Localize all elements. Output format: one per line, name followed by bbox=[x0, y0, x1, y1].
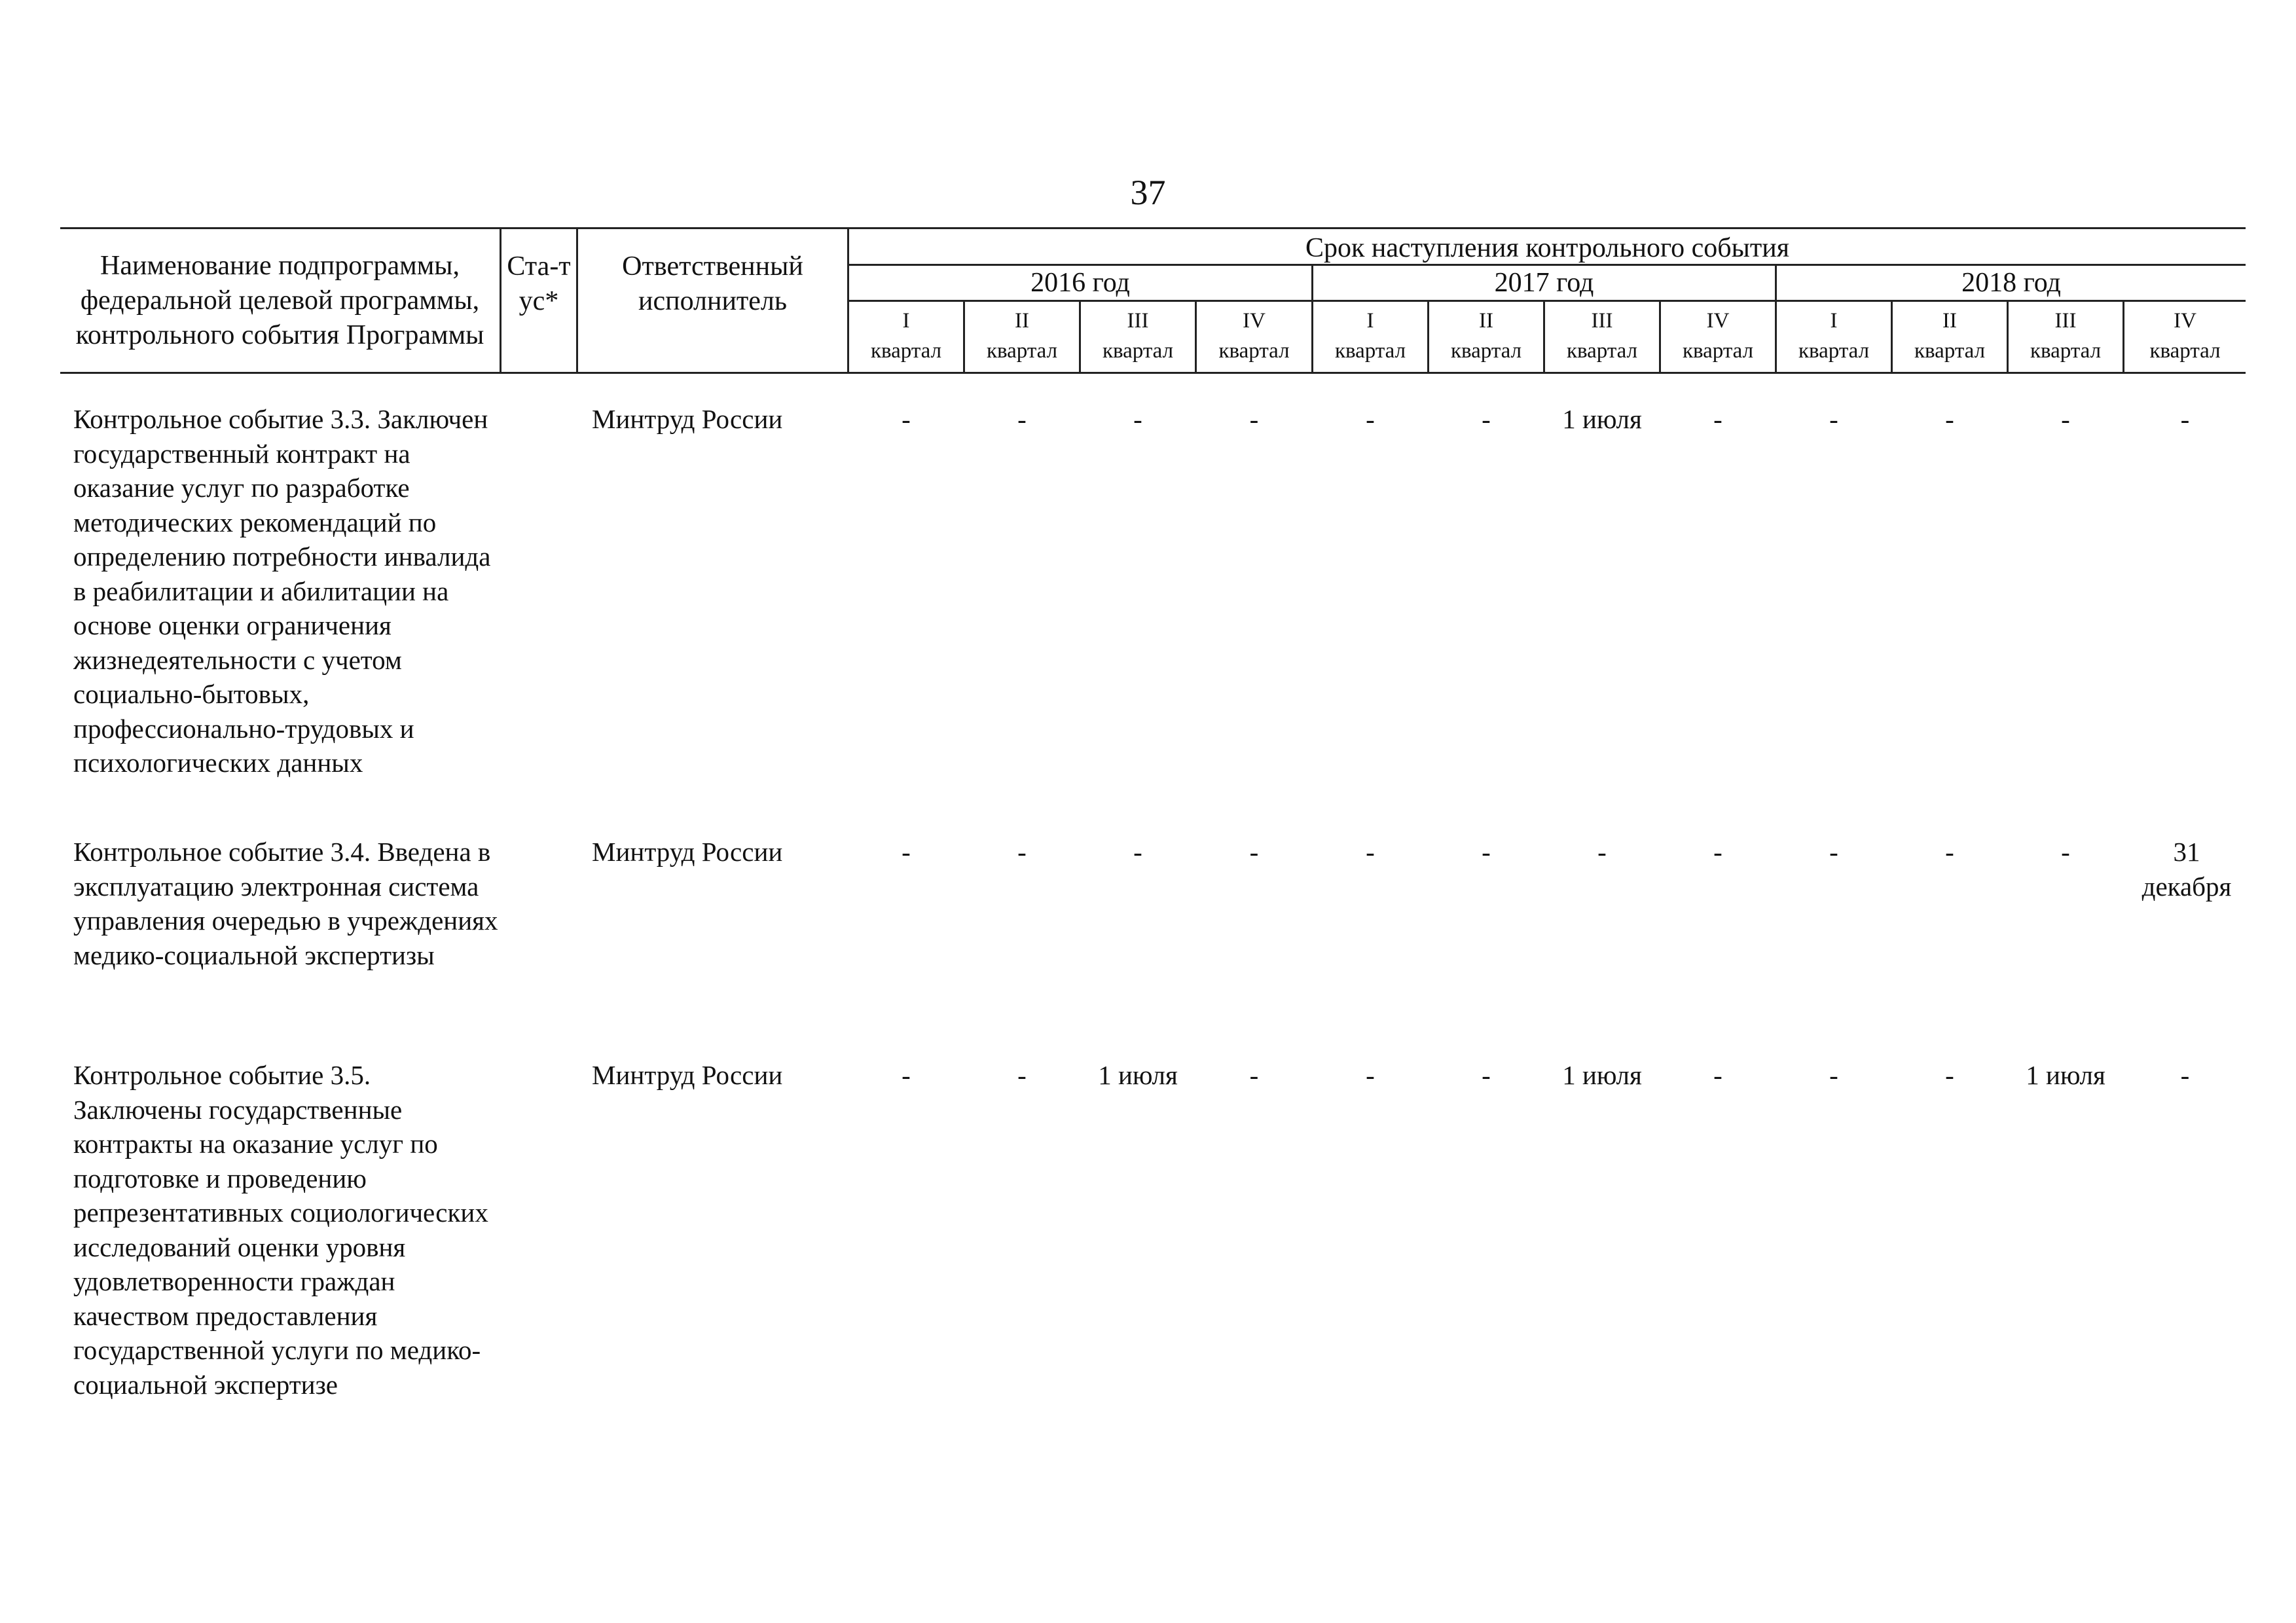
quarter-value: - bbox=[1017, 404, 1027, 434]
header-status-column: Ста-тус* bbox=[507, 251, 571, 316]
header-year-2017: 2017 год bbox=[1494, 268, 1594, 298]
quarter-value: - bbox=[1017, 1060, 1027, 1090]
quarter-numeral: II bbox=[1479, 309, 1493, 333]
quarter-value: - bbox=[902, 837, 911, 867]
quarter-numeral: I bbox=[1830, 309, 1838, 333]
quarter-label: квартал bbox=[870, 339, 942, 363]
quarter-numeral: III bbox=[1591, 309, 1613, 333]
quarter-value: - bbox=[1249, 1060, 1259, 1090]
quarter-value: - bbox=[1133, 404, 1142, 434]
quarter-value: - bbox=[1366, 404, 1375, 434]
quarter-numeral: I bbox=[902, 309, 910, 333]
quarter-numeral: IV bbox=[2174, 309, 2196, 333]
quarter-value: - bbox=[1945, 1060, 1954, 1090]
quarter-numeral: IV bbox=[1243, 309, 1266, 333]
quarter-value: - bbox=[1017, 837, 1027, 867]
event-executor: Минтруд России bbox=[592, 404, 783, 434]
quarter-value: - bbox=[1713, 837, 1722, 867]
quarter-numeral: III bbox=[1127, 309, 1149, 333]
quarter-value: - bbox=[902, 1060, 911, 1090]
quarter-label: квартал bbox=[1798, 339, 1870, 363]
quarter-value: 1 июля bbox=[1562, 1060, 1642, 1090]
quarter-value: - bbox=[1597, 837, 1607, 867]
event-executor: Минтруд России bbox=[592, 1060, 783, 1090]
header-deadline-title: Срок наступления контрольного события bbox=[1305, 233, 1790, 263]
quarter-value: - bbox=[2180, 1060, 2190, 1090]
quarter-value: - bbox=[902, 404, 911, 434]
quarter-value: - bbox=[1366, 837, 1375, 867]
quarter-numeral: III bbox=[2054, 309, 2077, 333]
quarter-numeral: I bbox=[1366, 309, 1374, 333]
quarter-value: - bbox=[1713, 404, 1722, 434]
quarter-value: 31 декабря bbox=[2141, 837, 2232, 902]
quarter-label: квартал bbox=[986, 339, 1058, 363]
quarter-value: - bbox=[1482, 837, 1491, 867]
quarter-label: квартал bbox=[2149, 339, 2221, 363]
quarter-label: квартал bbox=[1334, 339, 1406, 363]
header-year-2016: 2016 год bbox=[1030, 268, 1130, 298]
quarter-numeral: II bbox=[1015, 309, 1029, 333]
quarter-value: 1 июля bbox=[1562, 404, 1642, 434]
header-year-2018: 2018 год bbox=[1961, 268, 2061, 298]
event-executor: Минтруд России bbox=[592, 837, 783, 867]
header-name-column: Наименование подпрограммы, федеральной целевой программы, контрольного события Программы bbox=[75, 250, 484, 350]
header-executor-column: Ответственный исполнитель bbox=[622, 251, 803, 316]
quarter-label: квартал bbox=[1102, 339, 1174, 363]
quarter-label: квартал bbox=[1450, 339, 1522, 363]
quarter-value: - bbox=[1829, 404, 1838, 434]
header-divider bbox=[847, 300, 2246, 302]
quarter-value: - bbox=[1482, 404, 1491, 434]
quarter-value: - bbox=[2180, 404, 2190, 434]
quarter-value: 1 июля bbox=[2026, 1060, 2105, 1090]
page-number: 37 bbox=[1130, 173, 1166, 212]
quarter-label: квартал bbox=[1914, 339, 1986, 363]
quarter-value: 1 июля bbox=[1098, 1060, 1178, 1090]
table-header bbox=[60, 227, 2246, 374]
quarter-value: - bbox=[1366, 1060, 1375, 1090]
quarter-value: - bbox=[1249, 837, 1259, 867]
event-name: Контрольное событие 3.3. Заключен государственный контракт на оказание услуг по разработке методических рекомендаций по определению потребности инвалида в реабилитации и абилитации на основе оценки ограничения жизнедеятельности с учетом социально-бытовых, профессионально-трудовых и психологических данных bbox=[73, 404, 491, 778]
event-name: Контрольное событие 3.5. Заключены государственные контракты на оказание услуг по подготовке и проведению репрезентативных социологических исследований оценки уровня удовлетворенности граждан качеством предоставления государственной услуги по медико-социальной экспертизе bbox=[73, 1060, 488, 1400]
quarter-value: - bbox=[1945, 404, 1954, 434]
quarter-value: - bbox=[1133, 837, 1142, 867]
event-name: Контрольное событие 3.4. Введена в эксплуатацию электронная система управления очередью в учреждениях медико-социальной экспертизы bbox=[73, 837, 498, 970]
quarter-label: квартал bbox=[1566, 339, 1638, 363]
quarter-numeral: IV bbox=[1706, 309, 1730, 333]
quarter-value: - bbox=[2061, 837, 2070, 867]
quarter-value: - bbox=[1482, 1060, 1491, 1090]
quarter-value: - bbox=[1945, 837, 1954, 867]
quarter-value: - bbox=[2061, 404, 2070, 434]
quarter-value: - bbox=[1829, 1060, 1838, 1090]
quarter-label: квартал bbox=[1218, 339, 1290, 363]
quarter-numeral: II bbox=[1942, 309, 1957, 333]
quarter-value: - bbox=[1249, 404, 1259, 434]
quarter-value: - bbox=[1713, 1060, 1722, 1090]
quarter-label: квартал bbox=[1682, 339, 1754, 363]
quarter-value: - bbox=[1829, 837, 1838, 867]
quarter-label: квартал bbox=[2030, 339, 2102, 363]
